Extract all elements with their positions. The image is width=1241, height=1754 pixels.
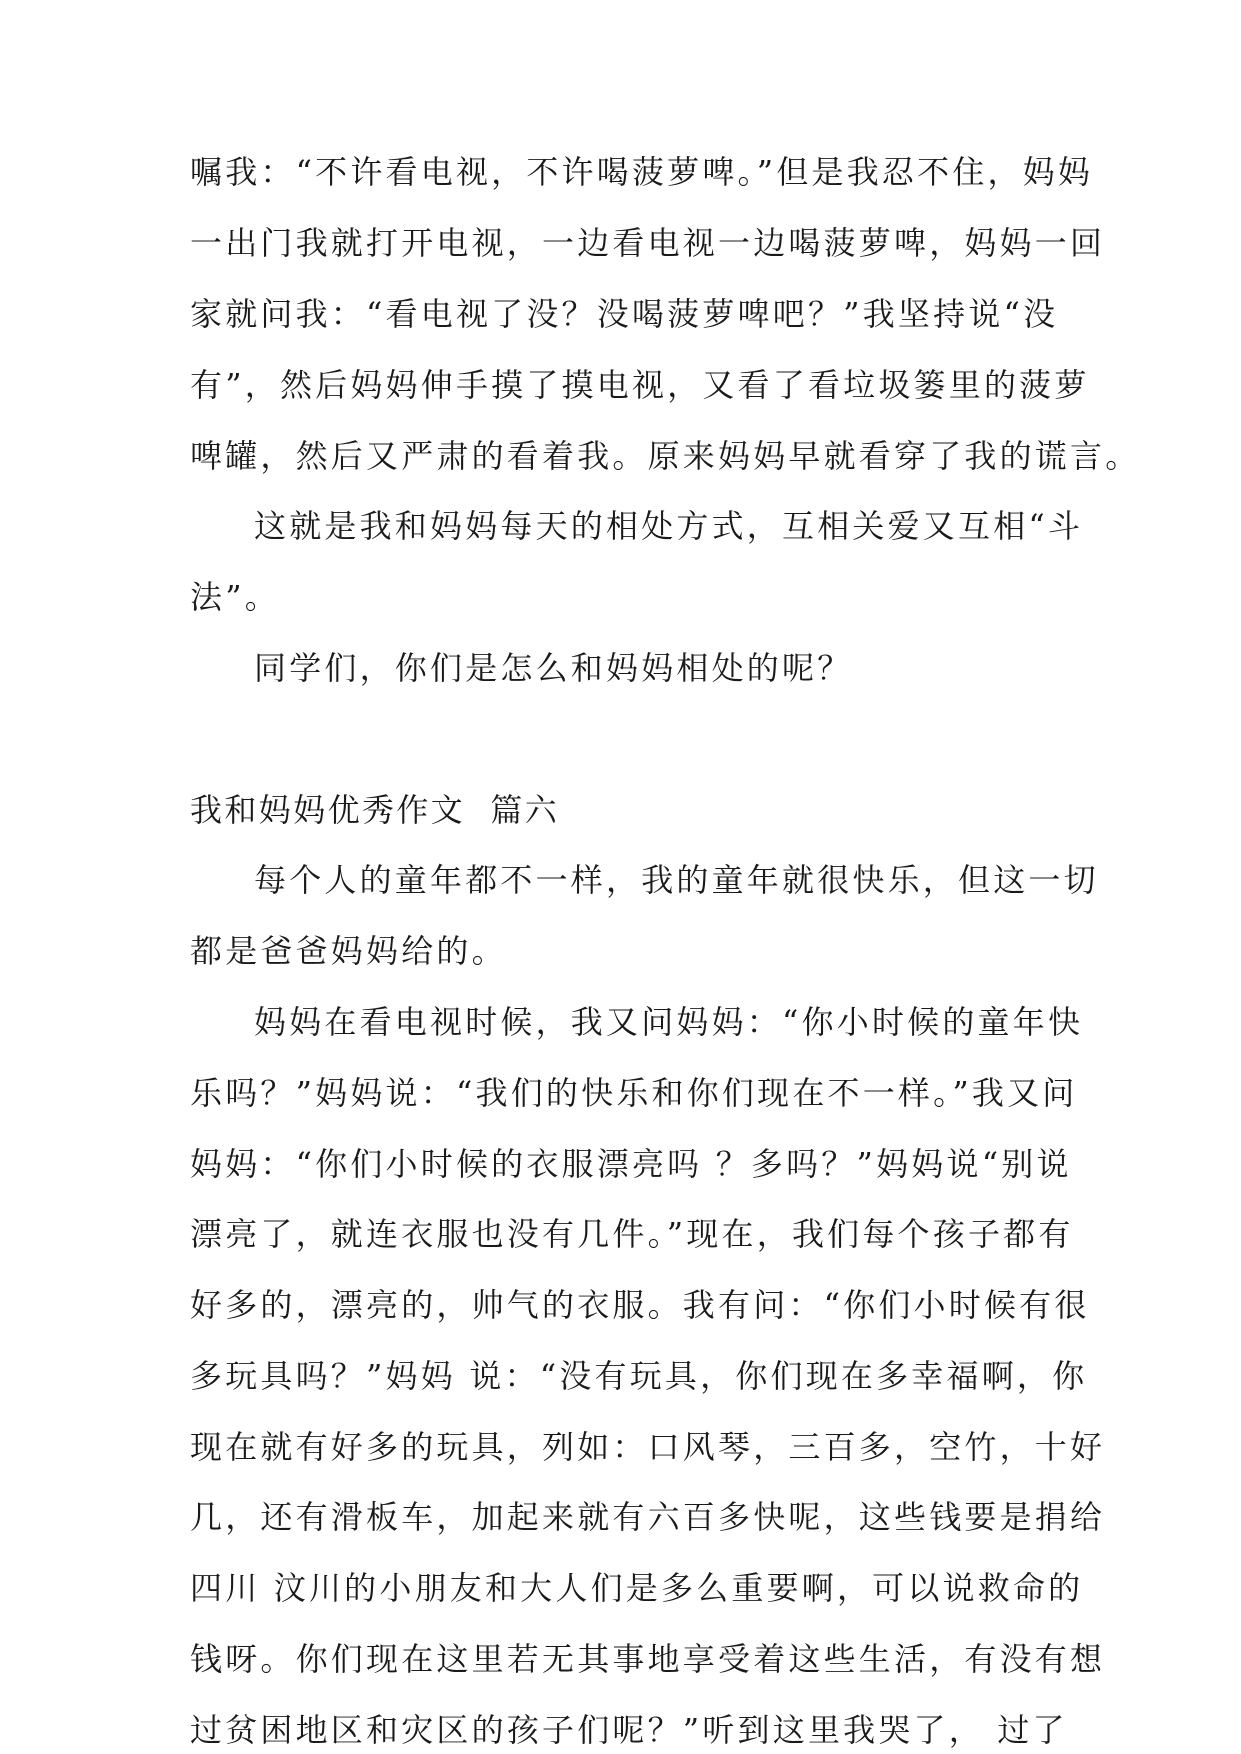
- text-line: 乐吗？”妈妈说：“我们的快乐和你们现在不一样。”我又问: [190, 1074, 1078, 1112]
- text-line: 有”，然后妈妈伸手摸了摸电视，又看了看垃圾篓里的菠萝: [190, 366, 1090, 404]
- text-line: 啤罐，然后又严肃的看着我。原来妈妈早就看穿了我的谎言。: [190, 437, 1141, 475]
- text-line: 嘱我：“不许看电视，不许喝菠萝啤。”但是我忍不住，妈妈: [190, 153, 1094, 191]
- text-line: 都是爸爸妈妈给的。: [190, 932, 507, 970]
- section-heading: 我和妈妈优秀作文 篇六: [190, 791, 560, 829]
- text-line: 漂亮了，就连衣服也没有几件。”现在，我们每个孩子都有: [190, 1215, 1074, 1253]
- text-line: 一出门我就打开电视，一边看电视一边喝菠萝啤，妈妈一回: [190, 224, 1106, 262]
- text-line: 几，还有滑板车，加起来就有六百多快呢，这些钱要是捐给: [190, 1498, 1106, 1536]
- text-line: 这就是我和妈妈每天的相处方式，互相关爱又互相“斗: [254, 507, 1084, 545]
- text-line: 过贫困地区和灾区的孩子们呢？”听到这里我哭了， 过了: [190, 1711, 1068, 1749]
- text-line: 每个人的童年都不一样，我的童年就很快乐，但这一切: [254, 861, 1099, 899]
- text-line: 四川 汶川的小朋友和大人们是多么重要啊，可以说救命的: [190, 1569, 1084, 1607]
- text-line: 妈妈：“你们小时候的衣服漂亮吗 ？多吗？”妈妈说“别说: [190, 1145, 1072, 1183]
- text-line: 妈妈在看电视时候，我又问妈妈：“你小时候的童年快: [254, 1003, 1084, 1041]
- text-line: 多玩具吗？”妈妈 说：“没有玩具，你们现在多幸福啊，你: [190, 1357, 1088, 1395]
- text-line: 家就问我：“看电视了没？没喝菠萝啤吧？”我坚持说“没: [190, 295, 1059, 333]
- text-line: 好多的，漂亮的，帅气的衣服。我有问：“你们小时候有很: [190, 1286, 1090, 1324]
- text-line: 法”。: [190, 578, 280, 616]
- text-line: 同学们，你们是怎么和妈妈相处的呢？: [254, 649, 853, 687]
- text-line: 现在就有好多的玩具，列如：口风琴，三百多，空竹，十好: [190, 1428, 1106, 1466]
- text-line: 钱呀。你们现在这里若无其事地享受着这些生活，有没有想: [190, 1640, 1106, 1678]
